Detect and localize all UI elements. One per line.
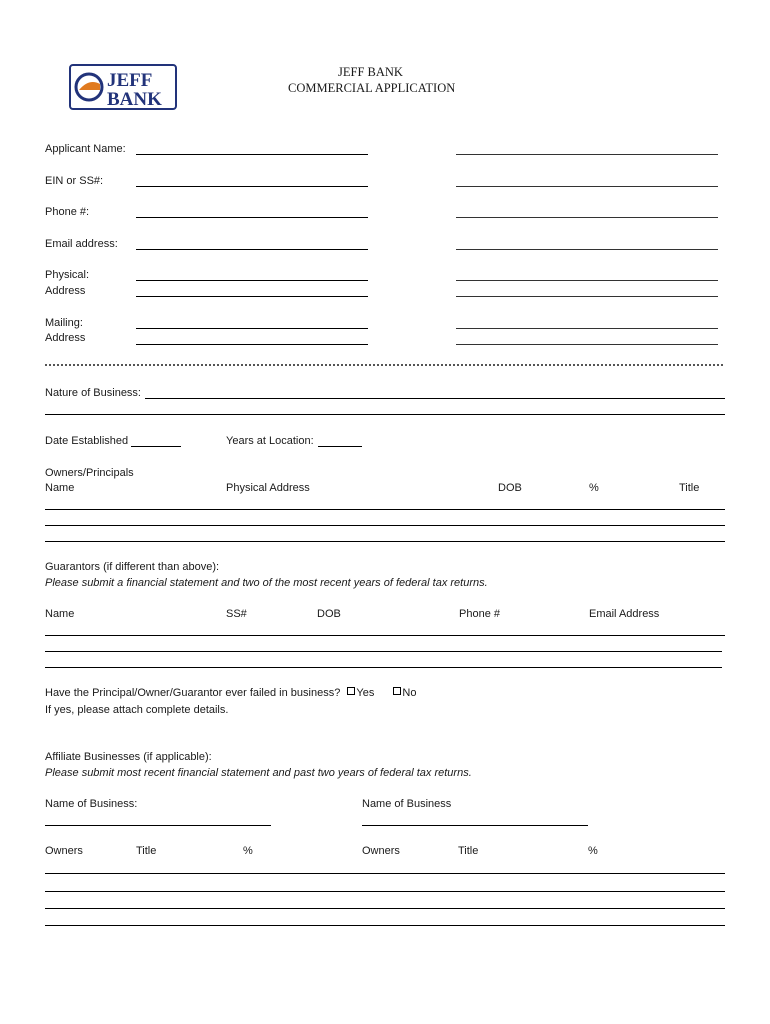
owners-col-name: Name — [45, 482, 75, 494]
logo-text-line2: BANK — [107, 89, 162, 110]
ein-field-2[interactable] — [456, 186, 718, 187]
bank-logo — [69, 64, 177, 110]
years-at-location-field[interactable] — [318, 446, 362, 447]
nature-of-business-label: Nature of Business: — [45, 387, 141, 399]
applicant-name-field[interactable] — [136, 154, 368, 155]
affiliate-left-col-title: Title — [136, 845, 157, 857]
affiliates-row-line[interactable] — [45, 873, 725, 874]
physical-address-field-3[interactable] — [456, 280, 718, 281]
nature-of-business-field-2[interactable] — [45, 414, 725, 415]
guarantors-row-line[interactable] — [45, 667, 722, 668]
failure-followup: If yes, please attach complete details. — [45, 704, 229, 716]
years-at-location-label: Years at Location: — [226, 435, 314, 447]
owners-col-dob: DOB — [498, 482, 522, 494]
no-label: No — [402, 687, 417, 699]
applicant-name-label: Applicant Name: — [45, 143, 126, 155]
email-field-2[interactable] — [456, 249, 718, 250]
physical-address-field-2[interactable] — [136, 296, 368, 297]
no-option[interactable] — [393, 687, 416, 699]
physical-address-label-2: Address — [45, 285, 86, 297]
mailing-address-field-2[interactable] — [136, 344, 368, 345]
logo-text-line1: JEFF — [107, 70, 153, 91]
yes-option[interactable] — [347, 687, 374, 699]
page-subtitle: COMMERCIAL APPLICATION — [288, 81, 456, 95]
guarantors-row-line[interactable] — [45, 635, 725, 636]
owners-col-title: Title — [679, 482, 700, 494]
email-field[interactable] — [136, 249, 368, 250]
affiliates-row-line[interactable] — [45, 908, 725, 909]
nature-of-business-field[interactable] — [145, 398, 725, 399]
affiliates-note: Please submit most recent financial statement and past two years of federal tax returns. — [45, 767, 472, 779]
mailing-address-field-1[interactable] — [136, 328, 368, 329]
yes-checkbox[interactable] — [347, 687, 355, 695]
physical-address-field-4[interactable] — [456, 296, 718, 297]
guarantors-row-line[interactable] — [45, 651, 722, 652]
owners-row-line[interactable] — [45, 509, 725, 510]
guarantors-note: Please submit a financial statement and two of the most recent years of federal tax returns. — [45, 577, 488, 589]
affiliate-right-col-title: Title — [458, 845, 479, 857]
phone-label: Phone #: — [45, 206, 90, 218]
bank-logo-graphic — [69, 64, 177, 110]
physical-address-label: Physical: — [45, 269, 90, 281]
failure-question-text: Have the Principal/Owner/Guarantor ever failed in business? — [45, 687, 341, 699]
affiliates-row-line[interactable] — [45, 925, 725, 926]
affiliate-name-field-right[interactable] — [362, 825, 588, 826]
mailing-address-label: Mailing: — [45, 317, 83, 329]
affiliates-heading: Affiliate Businesses (if applicable): — [45, 751, 212, 763]
physical-address-field-1[interactable] — [136, 280, 368, 281]
applicant-name-field-2[interactable] — [456, 154, 718, 155]
owners-row-line[interactable] — [45, 541, 725, 542]
owners-row-line[interactable] — [45, 525, 725, 526]
affiliate-right-col-percent: % — [588, 845, 598, 857]
affiliate-name-label-right: Name of Business — [362, 798, 452, 810]
failure-question — [45, 687, 416, 700]
page-title: JEFF BANK — [338, 65, 403, 79]
ein-field[interactable] — [136, 186, 368, 187]
phone-field-2[interactable] — [456, 217, 718, 218]
affiliates-row-line[interactable] — [45, 891, 725, 892]
affiliate-right-col-owners: Owners — [362, 845, 400, 857]
guarantors-col-phone: Phone # — [459, 608, 500, 620]
ein-label: EIN or SS#: — [45, 175, 104, 187]
owners-heading: Owners/Principals — [45, 467, 134, 479]
guarantors-heading: Guarantors (if different than above): — [45, 561, 220, 573]
affiliate-name-label-left: Name of Business: — [45, 798, 138, 810]
email-label: Email address: — [45, 238, 118, 250]
guarantors-col-ssn: SS# — [226, 608, 247, 620]
affiliate-left-col-owners: Owners — [45, 845, 83, 857]
yes-label: Yes — [356, 687, 375, 699]
affiliate-name-field-left[interactable] — [45, 825, 271, 826]
mailing-address-label-2: Address — [45, 332, 86, 344]
mailing-address-field-3[interactable] — [456, 328, 718, 329]
section-divider — [45, 364, 723, 366]
guarantors-col-name: Name — [45, 608, 75, 620]
owners-col-percent: % — [589, 482, 599, 494]
phone-field[interactable] — [136, 217, 368, 218]
date-established-label: Date Established — [45, 435, 129, 447]
no-checkbox[interactable] — [393, 687, 401, 695]
guarantors-col-email: Email Address — [589, 608, 660, 620]
date-established-field[interactable] — [131, 446, 181, 447]
owners-col-address: Physical Address — [226, 482, 310, 494]
guarantors-col-dob: DOB — [317, 608, 341, 620]
affiliate-left-col-percent: % — [243, 845, 253, 857]
mailing-address-field-4[interactable] — [456, 344, 718, 345]
